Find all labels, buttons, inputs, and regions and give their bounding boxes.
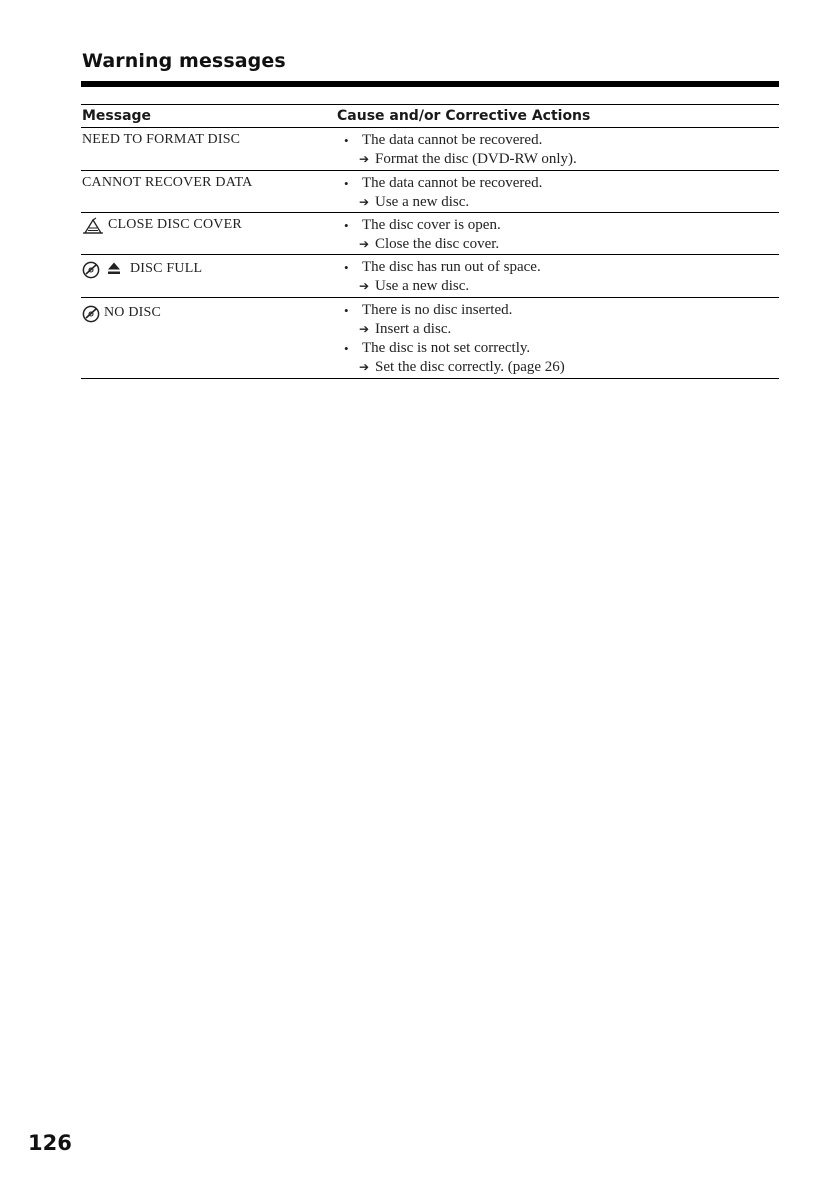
action-text: Use a new disc. [375, 194, 470, 210]
table-row [81, 128, 779, 171]
arrow-right-icon: ➔ [359, 360, 370, 374]
message-cell [81, 171, 337, 212]
corrective-action [337, 320, 779, 339]
arrow-right-icon: ➔ [359, 152, 370, 166]
message-text: DISC FULL [130, 261, 203, 276]
arrow-right-icon: ➔ [359, 237, 370, 251]
column-header-message: Message [82, 108, 152, 124]
action-text: Close the disc cover. [375, 236, 500, 252]
cause-cell [337, 298, 779, 378]
cause-text: • The data cannot be recovered. [337, 174, 779, 193]
corrective-action [337, 358, 779, 377]
arrow-right-icon: ➔ [359, 279, 370, 293]
table-row [81, 255, 779, 298]
table-row [81, 171, 779, 213]
corrective-action [337, 277, 779, 296]
cause-text: • The data cannot be recovered. [337, 131, 779, 150]
message-cell [81, 128, 337, 170]
arrow-right-icon: ➔ [359, 195, 370, 209]
corrective-action [337, 150, 779, 169]
message-cell [81, 298, 337, 378]
cause-cell [337, 255, 779, 297]
arrow-right-icon: ➔ [359, 322, 370, 336]
page-number: 126 [28, 1131, 72, 1155]
cause-text: • The disc has run out of space. [337, 258, 779, 277]
disc-warning-icon [82, 261, 100, 284]
message-text: CANNOT RECOVER DATA [82, 175, 253, 190]
table-row [81, 213, 779, 255]
open-disc-cover-icon [82, 217, 104, 240]
page-title: Warning messages [82, 50, 286, 72]
eject-icon [107, 261, 121, 280]
cause-text: • The disc is not set correctly. [337, 339, 779, 358]
table-row [81, 298, 779, 379]
message-text: CLOSE DISC COVER [108, 217, 242, 232]
corrective-action [337, 235, 779, 254]
column-header-cause: Cause and/or Corrective Actions [337, 108, 591, 124]
message-cell [81, 255, 337, 297]
action-text: Insert a disc. [375, 321, 452, 337]
action-text: Set the disc correctly. (page 26) [375, 359, 565, 375]
cause-cell [337, 171, 779, 212]
cause-cell [337, 213, 779, 254]
cause-text: • The disc cover is open. [337, 216, 779, 235]
table-header [81, 104, 779, 128]
disc-warning-icon [82, 305, 100, 328]
action-text: Format the disc (DVD-RW only). [375, 151, 577, 167]
cause-cell [337, 128, 779, 170]
message-cell [81, 213, 337, 254]
corrective-action [337, 193, 779, 212]
action-text: Use a new disc. [375, 278, 470, 294]
message-text: NO DISC [104, 305, 162, 320]
title-rule [81, 81, 779, 87]
cause-text: • There is no disc inserted. [337, 301, 779, 320]
message-text: NEED TO FORMAT DISC [82, 132, 241, 147]
warning-messages-table [81, 104, 779, 379]
